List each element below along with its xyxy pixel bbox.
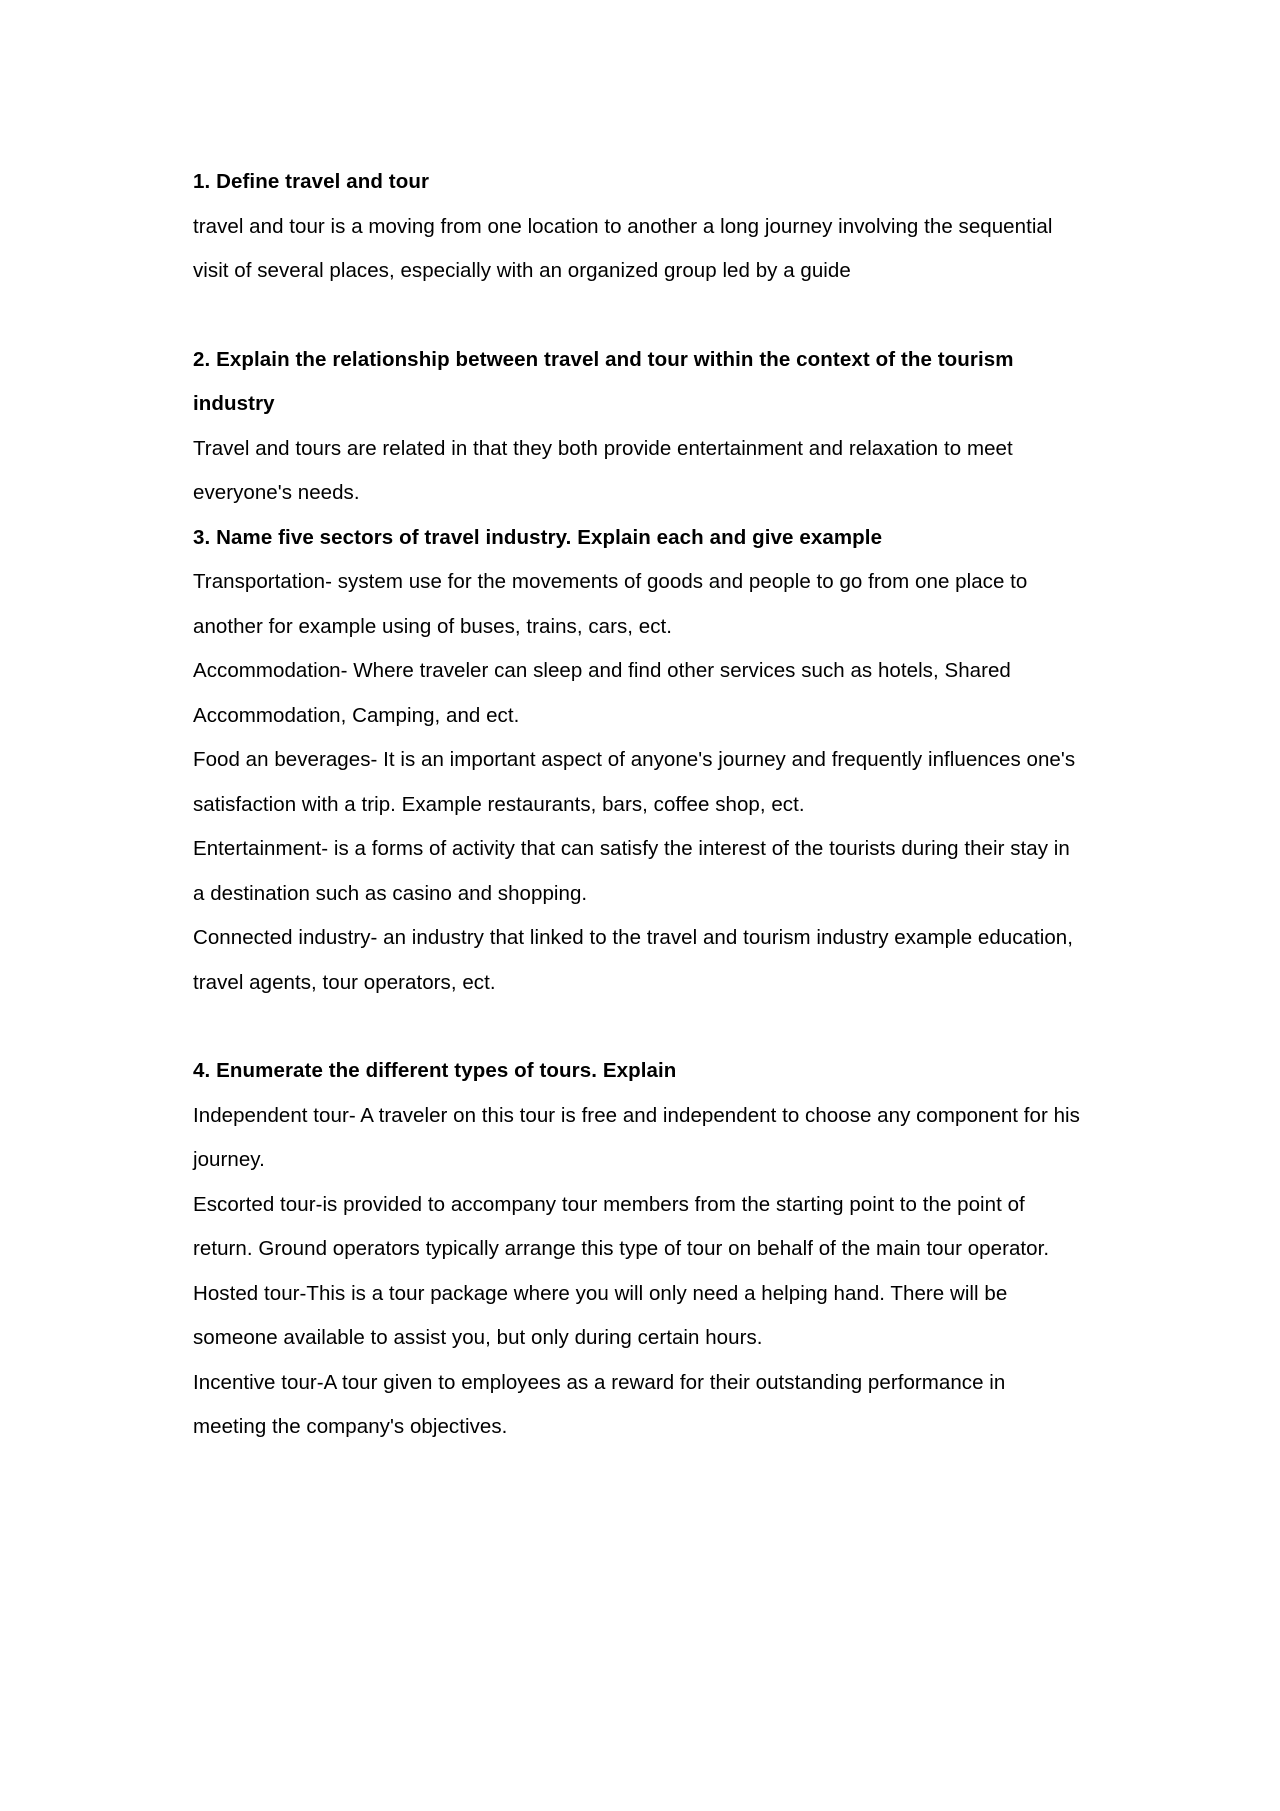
answer-paragraph: Connected industry- an industry that linked to the travel and tourism industry example education, travel agents, tour operators, ect. <box>193 926 1073 994</box>
question-block-2 <box>193 338 1083 516</box>
block-spacer <box>193 294 1083 338</box>
block-spacer <box>193 1005 1083 1049</box>
answer-paragraph: Entertainment- is a forms of activity that can satisfy the interest of the tourists during their stay in a destination such as casino and shopping. <box>193 837 1070 905</box>
question-heading: 3. Name five sectors of travel industry. Explain each and give example <box>193 525 883 549</box>
answer-paragraph: travel and tour is a moving from one location to another a long journey involving the sequential visit of several places, especially with an organized group led by a guide <box>193 214 1053 282</box>
answer-paragraph: Transportation- system use for the movements of goods and people to go from one place to another for example using of buses, trains, cars, ect. <box>193 570 1028 638</box>
answer-paragraph: Independent tour- A traveler on this tour is free and independent to choose any component for his journey. <box>193 1103 1080 1171</box>
question-heading: 2. Explain the relationship between travel and tour within the context of the tourism industry <box>193 347 1014 415</box>
answer-paragraph: Incentive tour-A tour given to employees as a reward for their outstanding performance in meeting the company's objectives. <box>193 1370 1006 1438</box>
question-block-4 <box>193 1049 1083 1450</box>
answer-paragraph: Accommodation- Where traveler can sleep and find other services such as hotels, Shared Accommodation, Camping, and ect. <box>193 659 1011 727</box>
question-heading: 1. Define travel and tour <box>193 170 430 193</box>
document-body <box>193 160 1083 1450</box>
answer-paragraph: Travel and tours are related in that they both provide entertainment and relaxation to meet everyone's needs. <box>193 436 1013 504</box>
question-heading: 4. Enumerate the different types of tours. Explain <box>193 1059 677 1082</box>
question-block-1 <box>193 160 1083 294</box>
question-block-3 <box>193 516 1083 1006</box>
answer-paragraph: Hosted tour-This is a tour package where you will only need a helping hand. There will be someone available to assist you, but only during certain hours. <box>193 1281 1008 1349</box>
answer-paragraph: Escorted tour-is provided to accompany tour members from the starting point to the point of return. Ground operators typically arrange this type of tour on behalf of the main tour operator. <box>193 1192 1050 1260</box>
answer-paragraph: Food an beverages- It is an important aspect of anyone's journey and frequently influences one's satisfaction with a trip. Example restaurants, bars, coffee shop, ect. <box>193 748 1076 816</box>
